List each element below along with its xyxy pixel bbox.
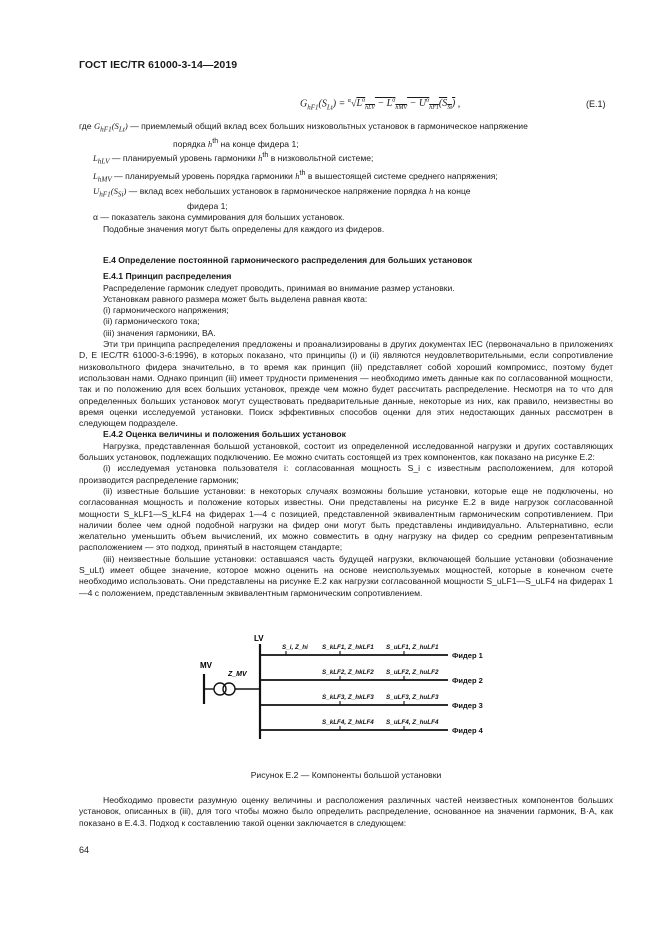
row1-label-1: S_i, Z_hi — [282, 644, 308, 651]
section-e4-title: E.4 Определение постоянной гармонического распределения для больших установок — [103, 255, 473, 265]
feeder-2-label: Фидер 2 — [452, 676, 483, 685]
definition-alpha: α — показатель закона суммирования для больших установок. — [93, 212, 345, 223]
section-e41-title: E.4.1 Принцип распределения — [103, 271, 232, 282]
e41-item-3: (iii) значения гармоники, ВА. — [103, 327, 216, 338]
e41-paragraph-1: Распределение гармоник следует проводить, принимая во внимание размер установки. — [103, 282, 455, 293]
row2-label-2: S_uLF2, Z_huLF2 — [386, 669, 439, 676]
feeder-4-label: Фидер 4 — [452, 726, 483, 735]
row4-label-2: S_uLF4, Z_huLF4 — [386, 719, 439, 726]
figure-caption: Рисунок E.2 — Компоненты большой установки — [250, 770, 442, 780]
definition-g: где $G_{hF1}(S_{Lt})$ — приемлемый общий вклад всех больших низковольтных установок в гармоническое напряжение порядка $h^{th}$ на конце фидера 1; — [79, 121, 528, 149]
row1-label-3: S_uLF1, Z_huLF1 — [386, 644, 439, 651]
lv-label: LV — [254, 634, 264, 643]
row1-label-2: S_kLF1, Z_hkLF1 — [322, 644, 374, 651]
section-e42-title: E.4.2 Оценка величины и положения больших установок — [103, 429, 346, 440]
mv-label: MV — [200, 661, 212, 670]
definition-lhmv: $L_{hMV}$ — планируемый уровень порядка гармоники $h^{th}$ в вышестоящей системе среднего напряжения; — [93, 169, 498, 184]
e42-paragraph-3: (ii) известные большие установки: в некоторых случаях возможны большие установки, которые еще не подключены, но согласованная мощность и положение которых известны. Они представлены на рисунке E.2 в виде нагрузок согласованной мощности S_kLF1—S_kLF4 на фидерах 1—4 с позицией, представленной эквивалентным гармоническим сопротивлением. При наличии более чем одной подобной нагрузки на фидер они могут быть представлены индивидуально. Альтернативно, если желательно уменьшить объем вычислений, их можно совместить в одну нагрузку на фидер со средним репрезентативным расположением — это подход, принятый в настоящем стандарте; — [79, 485, 613, 553]
definition-lhlv: $L_{hLV}$ — планируемый уровень гармоники $h^{th}$ в низковольтной системе; — [93, 151, 374, 166]
closing-paragraph: Необходимо провести разумную оценку величины и расположения различных частей неизвестных компонентов больших установок, описанных в (iii), для того чтобы можно было определить распределение, основанное на значении гармоник, В·А, как показано в E.4.3. Подход к составлению такой оценки заключается в следующем: — [79, 795, 613, 828]
row3-label-1: S_kLF3, Z_hkLF3 — [322, 694, 374, 701]
row3-label-2: S_uLF3, Z_huLF3 — [386, 694, 439, 701]
transformer-secondary — [223, 683, 235, 695]
e42-paragraph-1: Нагрузка, представленная большой установкой, состоит из определенной исследованной нагрузки и других составляющих больших установок, подлежащих подключению. Ее можно считать состоящей из трех компонентов, как показано на рисунке E.2: — [79, 440, 613, 463]
e42-paragraph-4: (iii) неизвестные большие установки: оставшаяся часть будущей нагрузки, включающей большие установки (обозначение S_uLt) имеет общее значение, которое можно оценить на основе неиспользуемых мощностей, которые в конечном счете необходимо использовать. Они представлены на рисунке E.2 как нагрузки согласованной мощности S_uLF1—S_uLF4 на фидерах 1—4 с положением, представленным эквивалентным гармоническим сопротивлением. — [79, 553, 613, 598]
row2-label-1: S_kLF2, Z_hkLF2 — [322, 669, 374, 676]
e41-item-2: (ii) гармонического тока; — [103, 316, 200, 327]
e42-paragraph-2: (i) исследуемая установка пользователя i: согласованная мощность S_i с известным расположением, для которой производится распределение гармоник; — [79, 463, 613, 485]
formula-e1: $G_{hF1}(S_{Lt}) = ^\alpha√L^\alpha_{hLV} - L^\alpha_{hMV} - U^\alpha_{hF1}(S_{St})$ , — [300, 98, 461, 112]
e41-paragraph-2: Установкам равного размера может быть выделена равная квота: — [103, 293, 368, 304]
definitions-block — [79, 121, 613, 235]
e41-item-1: (i) гармонического напряжения; — [103, 305, 229, 316]
row4-label-1: S_kLF4, Z_hkLF4 — [322, 719, 374, 726]
e41-paragraph-3: Эти три принципа распределения предложены и проанализированы в других документах IEC (первоначально в приложениях D, E IEC/TR 61000-3-6:1996), в которых показано, что принципы (i) и (ii) являются неудовлетворительными, если сопротивление низковольтного фидера значительно, в то время как принцип (iii) представляет собой хороший компромисс, поэтому будет использован нами. Однако принцип (iii) имеет трудности применения — необходимо иметь данные как по согласованной мощности, так и по положению для всех больших установок, прежде чем можно будет рассчитать распределение. Несмотря на то что для определенных больших установок могут существовать предварительные данные, некоторые из них, как правило, неизвестны во время оценки исследуемой установки. Поиск эффективных способов оценки для этих недостающих данных рассмотрен в следующем подразделе. — [79, 339, 613, 429]
definition-uhf1: $U_{hF1}(S_{Si})$ — вклад всех небольших установок в гармоническое напряжение порядка h на конце фидера 1; — [93, 185, 471, 211]
page-number: 64 — [79, 845, 90, 855]
standard-header: ГОСТ IEC/TR 61000-3-14—2019 — [79, 59, 238, 71]
figure-e2-diagram — [190, 634, 510, 744]
formula-number: (E.1) — [586, 99, 606, 109]
definition-note: Подобные значения могут быть определены для каждого из фидеров. — [103, 223, 385, 234]
feeder-1-label: Фидер 1 — [452, 651, 483, 660]
feeder-3-label: Фидер 3 — [452, 701, 483, 710]
zmv-label: Z_MV — [228, 671, 247, 678]
section-e4 — [79, 255, 613, 599]
closing-block — [79, 795, 613, 829]
